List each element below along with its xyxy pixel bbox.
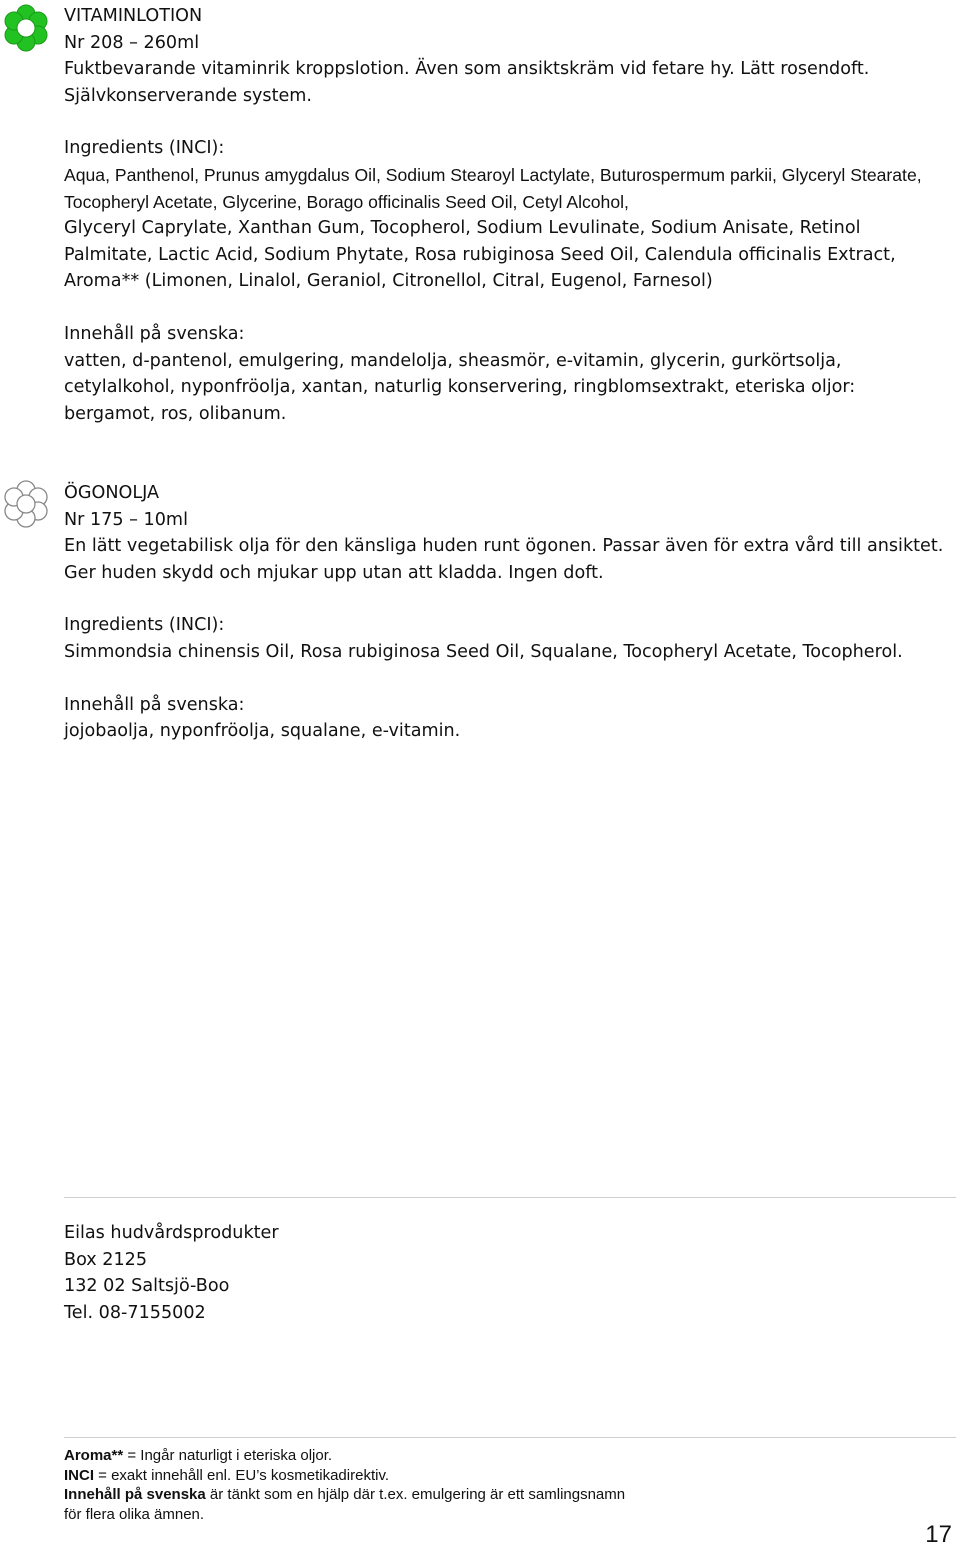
inci-ingredients-part2: Glyceryl Caprylate, Xanthan Gum, Tocopherol, Sodium Levulinate, Sodium Anisate, Retinol Palmitate, Lactic Acid, Sodium Phytate, Rosa rubiginosa Seed Oil, Calendula officinalis Extract, Aroma** (Limonen, Linalol, Geraniol, Citronellol, Citral, Eugenol, Farnesol) [64,218,896,292]
divider [64,1197,956,1198]
inci-heading: Ingredients (INCI): [64,138,225,159]
inci-ingredients-part1: Aqua, Panthenol, Prunus amygdalus Oil, Sodium Stearoyl Lactylate, Buturospermum parkii, Glyceryl Stearate, Tocopheryl Acetate, Glycerine, Borago officinalis Seed Oil, Cetyl Alcohol, [64,164,922,212]
company-address [64,1220,944,1326]
flower-icon [0,2,52,54]
divider [64,1437,956,1438]
product-number-size: Nr 175 – 10ml [64,509,188,530]
product-description: Fuktbevarande vitaminrik kroppslotion. Även som ansiktskräm vid fetare hy. Lätt rosendoft. Självkonserverande system. [64,59,870,106]
inci-ingredients: Simmondsia chinensis Oil, Rosa rubiginosa Seed Oil, Squalane, Tocopheryl Acetate, Tocopherol. [64,641,903,662]
footnotes [64,1446,644,1524]
swedish-ingredients: jojobaolja, nyponfröolja, squalane, e-vitamin. [64,721,461,742]
product-name: VITAMINLOTION [64,6,203,26]
footnote-swedish: Innehåll på svenska är tänkt som en hjälp där t.ex. emulgering är ett samlingsnamn för flera olika ämnen. [64,1486,626,1523]
product-number-size: Nr 208 – 260ml [64,32,200,53]
company-name: Eilas hudvårdsprodukter [64,1223,279,1243]
product-description: En lätt vegetabilisk olja för den känsliga huden runt ögonen. Passar även för extra vård till ansiktet. Ger huden skydd och mjukar upp utan att kladda. Ingen doft. [64,536,944,583]
inci-heading: Ingredients (INCI): [64,615,225,636]
company-postal: 132 02 Saltsjö-Boo [64,1276,230,1297]
swedish-heading: Innehåll på svenska: [64,694,245,715]
company-box: Box 2125 [64,1249,148,1270]
flower-outline-icon [0,478,52,530]
footnote-inci: INCI = exakt innehåll enl. EU’s kosmetikadirektiv. [64,1466,389,1484]
product-name: ÖGONOLJA [64,483,160,503]
footnote-aroma: Aroma** = Ingår naturligt i eteriska oljor. [64,1447,333,1464]
product-vitaminlotion [64,3,944,427]
page-number: 17 [925,1521,952,1548]
swedish-heading: Innehåll på svenska: [64,323,245,344]
product-ogonolja [64,480,944,745]
swedish-ingredients: vatten, d-pantenol, emulgering, mandelolja, sheasmör, e-vitamin, glycerin, gurkörtsolja, cetylalkohol, nyponfröolja, xantan, naturlig konservering, ringblomsextrakt, eteriska oljor: bergamot, ros, olibanum. [64,350,856,424]
company-phone: Tel. 08-7155002 [64,1302,206,1323]
